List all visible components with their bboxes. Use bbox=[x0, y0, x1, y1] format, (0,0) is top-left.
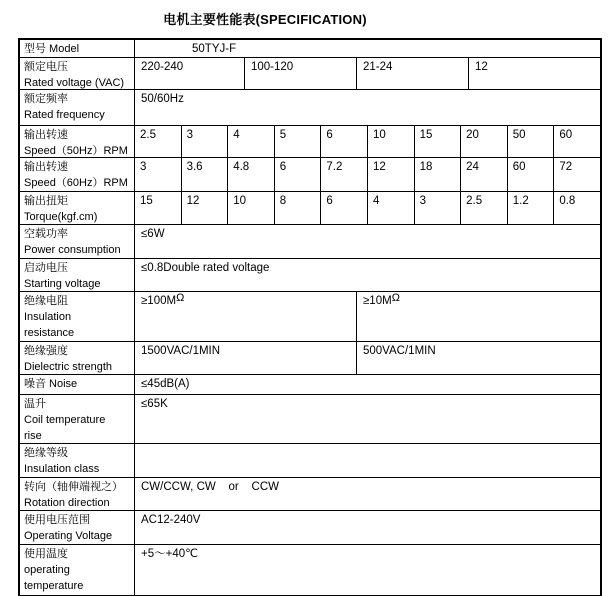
label-line-en: Torque(kgf.cm) bbox=[24, 211, 98, 223]
label-line-en: Power consumption bbox=[24, 244, 121, 256]
value-cell: 4 bbox=[228, 126, 275, 157]
resistance-value: ≥10M bbox=[363, 295, 392, 307]
label-line-en: Operating Voltage bbox=[24, 530, 113, 542]
table-row-insulation-class bbox=[20, 444, 600, 478]
row-label bbox=[20, 511, 135, 544]
value-cell: +5～+40℃ bbox=[141, 548, 199, 560]
value-cell: 1500VAC/1MIN bbox=[135, 342, 357, 374]
label-line: 噪音 Noise bbox=[24, 378, 78, 390]
label-line-en: rise bbox=[24, 430, 42, 442]
row-label bbox=[20, 545, 135, 595]
value-cell: 50/60Hz bbox=[141, 93, 184, 105]
label-line-zh: 绝缘电阻 bbox=[24, 295, 68, 307]
page-title: 电机主要性能表(SPECIFICATION) bbox=[163, 12, 367, 27]
value-cell: 0.8 bbox=[559, 195, 576, 207]
label-line-zh: 启动电压 bbox=[24, 262, 68, 274]
label-line-en: Rated frequency bbox=[24, 109, 105, 121]
table-row-speed-50hz bbox=[20, 126, 600, 158]
row-label bbox=[20, 478, 135, 510]
table-row-speed-60hz bbox=[20, 158, 600, 192]
label-line-zh: 绝缘等级 bbox=[24, 447, 68, 459]
label-line-zh: 温升 bbox=[24, 398, 46, 410]
value-cell: AC12-240V bbox=[141, 514, 201, 526]
value-cell: 10 bbox=[368, 126, 415, 157]
value-cell: 50 bbox=[508, 126, 555, 157]
row-label bbox=[20, 126, 135, 157]
row-label bbox=[20, 192, 135, 224]
label-line-en: Coil temperature bbox=[24, 414, 106, 426]
table-row-rated-frequency bbox=[20, 90, 600, 126]
table-row-insulation-resistance bbox=[20, 292, 600, 342]
label-line-zh: 输出转速 bbox=[24, 161, 68, 173]
table-row-power-consumption bbox=[20, 225, 600, 259]
value-cell: ≤6W bbox=[141, 228, 165, 240]
value-cell: 5 bbox=[275, 126, 322, 157]
label-line-en: Starting voltage bbox=[24, 278, 101, 290]
value-cell: 15 bbox=[135, 192, 182, 224]
label-line-zh: 空载功率 bbox=[24, 228, 68, 240]
table-row-coil-temperature-rise bbox=[20, 395, 600, 444]
value-cell: ≤0.8Double rated voltage bbox=[141, 262, 270, 274]
row-label bbox=[20, 90, 135, 125]
table-row-noise bbox=[20, 375, 600, 395]
value-cell: 50TYJ-F bbox=[192, 43, 237, 55]
value-cell: 3 bbox=[135, 158, 182, 191]
value-cell: 6 bbox=[321, 192, 368, 224]
row-label bbox=[20, 40, 135, 57]
value-cell: 2.5 bbox=[461, 192, 508, 224]
label-line-en: Dielectric strength bbox=[24, 361, 113, 373]
label-line-zh: 使用温度 bbox=[24, 548, 68, 560]
row-label bbox=[20, 395, 135, 443]
value-cell: 6 bbox=[321, 126, 368, 157]
row-label bbox=[20, 444, 135, 477]
value-cell: 24 bbox=[461, 158, 508, 191]
value-cell: 72 bbox=[559, 161, 573, 173]
label-line-zh: 输出扭矩 bbox=[24, 195, 68, 207]
table-row-starting-voltage bbox=[20, 259, 600, 292]
value-cell: 12 bbox=[182, 192, 229, 224]
value-cell: ≤45dB(A) bbox=[141, 378, 190, 390]
table-row-rotation-direction bbox=[20, 478, 600, 511]
table-row-operating-temperature bbox=[20, 545, 600, 595]
label-line: 型号 Model bbox=[24, 43, 80, 55]
label-line-en: Speed（60Hz）RPM bbox=[24, 177, 128, 189]
label-line-en: operating bbox=[24, 564, 70, 576]
value-cell: 100-120 bbox=[245, 58, 357, 89]
omega-symbol: Ω bbox=[176, 292, 185, 304]
value-cell: ≤65K bbox=[141, 398, 168, 410]
label-line-en: Insulation class bbox=[24, 463, 100, 475]
table-row-operating-voltage bbox=[20, 511, 600, 545]
label-line-en: Rated voltage (VAC) bbox=[24, 77, 125, 89]
value-cell: 3 bbox=[415, 192, 462, 224]
label-line-zh: 转向（轴伸端视之） bbox=[24, 481, 123, 493]
value-cell: 18 bbox=[415, 158, 462, 191]
value-cell bbox=[135, 444, 600, 477]
value-cell: 12 bbox=[475, 61, 488, 73]
table-row-torque bbox=[20, 192, 600, 225]
row-label bbox=[20, 375, 135, 394]
row-label bbox=[20, 225, 135, 258]
value-cell bbox=[135, 292, 357, 341]
label-line-en: temperature bbox=[24, 580, 84, 592]
value-cell: 3 bbox=[182, 126, 229, 157]
label-line-en: Rotation direction bbox=[24, 497, 110, 509]
label-line-en: Speed（50Hz）RPM bbox=[24, 145, 128, 157]
omega-symbol: Ω bbox=[391, 292, 400, 304]
value-cell: 60 bbox=[508, 158, 555, 191]
table-row-rated-voltage bbox=[20, 58, 600, 90]
row-label bbox=[20, 342, 135, 374]
label-line-zh: 额定频率 bbox=[24, 93, 68, 105]
value-cell: 3.6 bbox=[182, 158, 229, 191]
label-line-en: Insulation bbox=[24, 311, 72, 323]
label-line-zh: 绝缘强度 bbox=[24, 345, 68, 357]
resistance-value: ≥100M bbox=[141, 295, 177, 307]
value-cell: 7.2 bbox=[321, 158, 368, 191]
row-label bbox=[20, 292, 135, 341]
label-line-zh: 额定电压 bbox=[24, 61, 68, 73]
row-label bbox=[20, 259, 135, 291]
value-cell: 220-240 bbox=[135, 58, 245, 89]
row-label bbox=[20, 158, 135, 191]
value-cell: 4.8 bbox=[228, 158, 275, 191]
value-cell: 60 bbox=[559, 129, 573, 141]
value-cell: 20 bbox=[461, 126, 508, 157]
spec-table bbox=[18, 38, 602, 596]
value-cell: 4 bbox=[368, 192, 415, 224]
value-cell: 500VAC/1MIN bbox=[363, 345, 436, 357]
value-cell: 2.5 bbox=[135, 126, 182, 157]
table-row-dielectric-strength bbox=[20, 342, 600, 375]
row-label bbox=[20, 58, 135, 89]
value-cell: 1.2 bbox=[508, 192, 555, 224]
value-cell: 21-24 bbox=[357, 58, 469, 89]
value-cell: 6 bbox=[275, 158, 322, 191]
table-row-model bbox=[20, 40, 600, 58]
value-cell: 15 bbox=[415, 126, 462, 157]
value-cell: 10 bbox=[228, 192, 275, 224]
value-cell bbox=[357, 292, 600, 341]
label-line-zh: 输出转速 bbox=[24, 129, 68, 141]
value-cell: CW/CCW, CW or CCW bbox=[141, 481, 279, 493]
label-line-zh: 使用电压范围 bbox=[24, 514, 90, 526]
value-cell: 8 bbox=[275, 192, 322, 224]
value-cell: 12 bbox=[368, 158, 415, 191]
label-line-en: resistance bbox=[24, 327, 75, 339]
